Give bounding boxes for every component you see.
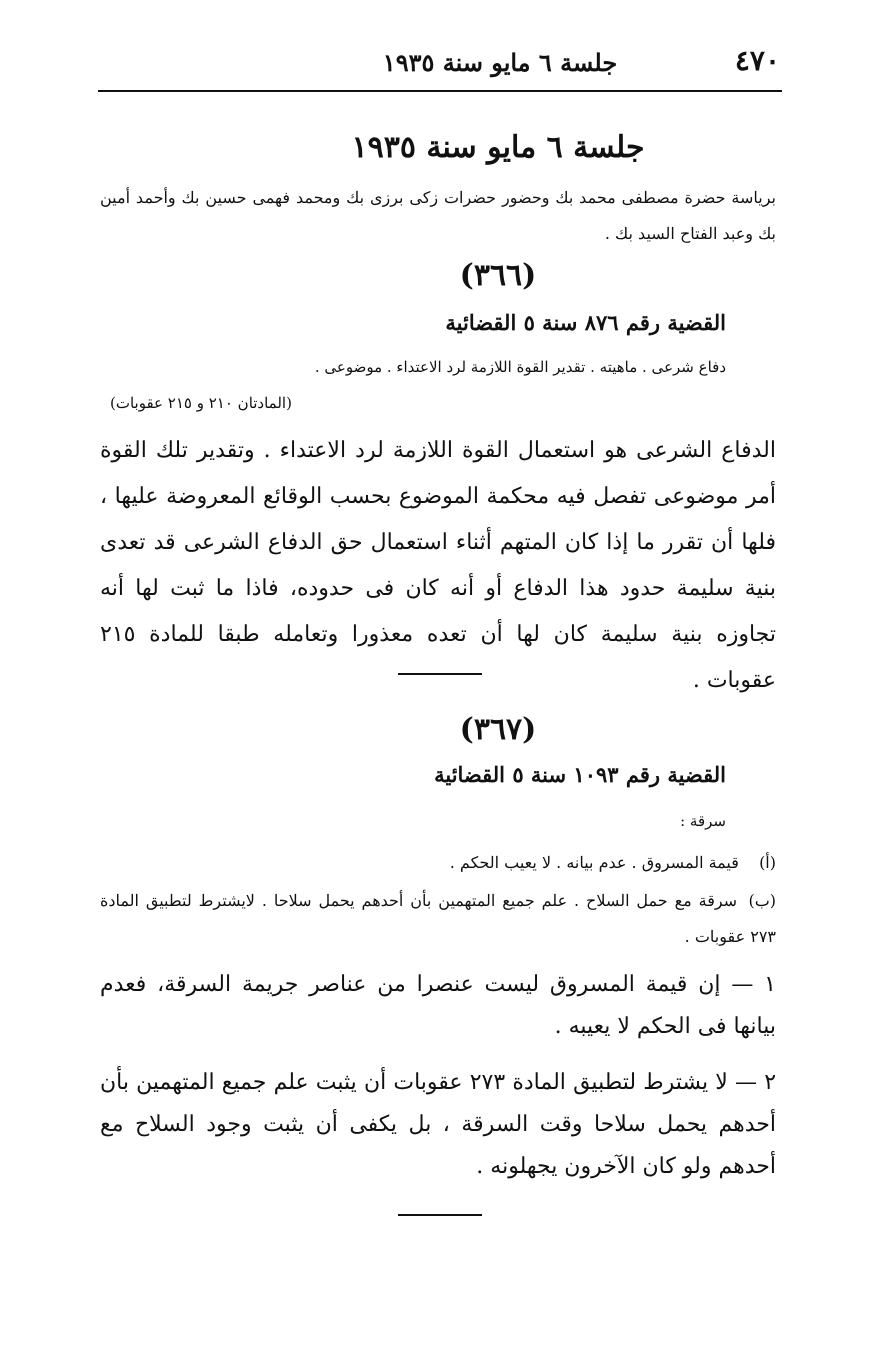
article-ref-366: (المادتان ٢١٠ و ٢١٥ عقوبات) (110, 394, 292, 412)
header-rule (98, 90, 782, 92)
ruling-367-1: ١ — إن قيمة المسروق ليست عنصرا من عناصر جريمة السرقة، فعدم بيانها فى الحكم لا يعيبه . (100, 972, 776, 1039)
case-number-367: (٣٦٧) (459, 712, 537, 747)
case-number-366: (٣٦٦) (459, 258, 537, 293)
sub-item-b (100, 883, 776, 955)
section-separator (398, 1214, 482, 1216)
sub-item-label: (أ) (759, 853, 776, 872)
case-ref-367: القضية رقم ١٠٩٣ سنة ٥ القضائية (434, 762, 726, 787)
subject-367: سرقة : (680, 812, 726, 830)
running-header-title: جلسة ٦ مايو سنة ١٩٣٥ (382, 48, 618, 77)
page-number: ٤٧٠ (734, 44, 780, 77)
keywords-366: دفاع شرعى . ماهيته . تقدير القوة اللازمة لرد الاعتداء . موضوعى . (314, 358, 726, 376)
session-title: جلسة ٦ مايو سنة ١٩٣٥ (351, 130, 645, 165)
presidency-text: برياسة حضرة مصطفى محمد بك وحضور حضرات زكى برزى بك ومحمد فهمى حسين بك وأحمد أمين بك وعبد الفتاح السيد بك . (100, 188, 776, 243)
ruling-366: الدفاع الشرعى هو استعمال القوة اللازمة لرد الاعتداء . وتقدير تلك القوة أمر موضوعى تفصل فيه محكمة الموضوع بحسب الوقائع المعروضة عليها ، فلها أن تقرر ما إذا كان المتهم أثناء استعمال حق الدفاع الشرعى قد تعدى بنية سليمة حدود هذا الدفاع أو أنه كان فى حدوده، فاذا ما ثبت لها أنه تجاوزه بنية سليمة كان لها أن تعده معذورا وتعامله طبقا للمادة ٢١٥ عقوبات . (100, 438, 776, 693)
ruling-367-2: ٢ — لا يشترط لتطبيق المادة ٢٧٣ عقوبات أن يثبت علم جميع المتهمين بأن أحدهم يحمل سلاحا وقت السرقة ، بل يكفى أن يثبت وجود السلاح مع أحدهم ولو كان الآخرون يجهلونه . (100, 1070, 777, 1179)
case-ref-366: القضية رقم ٨٧٦ سنة ٥ القضائية (445, 310, 726, 335)
sub-item-label: (ب) (748, 891, 776, 910)
sub-item-text: قيمة المسروق . عدم بيانه . لا يعيب الحكم . (449, 853, 739, 872)
sub-item-a (100, 845, 776, 881)
section-separator (398, 673, 482, 675)
sub-item-text: سرقة مع حمل السلاح . علم جميع المتهمين بأن أحدهم يحمل سلاحا . لايشترط لتطبيق المادة ٢٧٣ عقوبات . (100, 891, 776, 946)
running-header (100, 44, 780, 94)
